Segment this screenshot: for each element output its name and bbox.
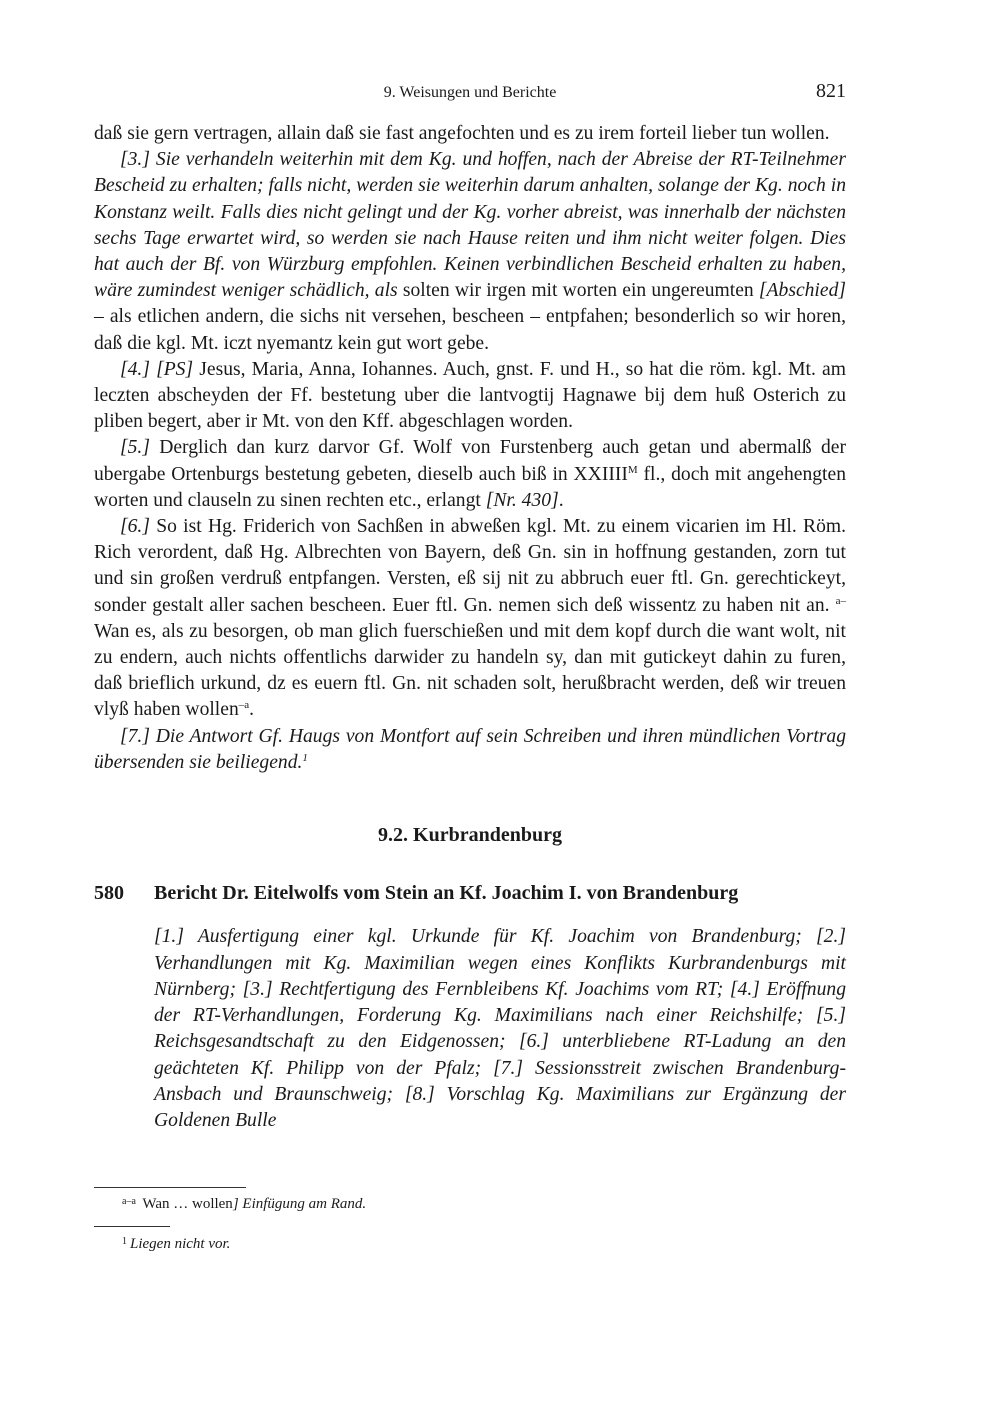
- paragraph-continuation: daß sie gern vertragen, allain daß sie fast angefochten und es zu irem forteil lieber tun wollen.: [94, 123, 830, 144]
- regest-text: [3.] Sie verhandeln weiterhin mit dem Kg. und hoffen, nach der Abreise der RT-Teilnehmer Bescheid zu erhalten; falls nicht, werden sie weiterhin darum anhalten, solange der Kg. noch in Konstanz weilt. Falls dies nicht gelingt und der Kg. vorher abreist, was innerhalb der nächsten sechs Tage erwartet wird, so werden sie nach Hause reiten und ihm nicht weiter folgen. Dies hat auch der Bf. von Würzburg empfohlen. Keinen verbindlichen Bescheid erhalten zu haben, wäre zumindest weniger schädlich, als: [94, 149, 846, 302]
- footnote-mark-open: a–: [835, 594, 846, 607]
- paragraph-5: [94, 435, 846, 514]
- footnote-note: ] Einfügung am Rand.: [232, 1196, 367, 1212]
- footnote-ref-number: 1: [302, 751, 308, 764]
- quote-text: Derglich dan kurz darvor Gf. Wolf von Furstenberg auch getan und abermalß der ubergabe Ortenburgs bestetung gebeten, dieselb auch biß in XXIIII: [94, 437, 846, 485]
- footnote-mark: 1: [122, 1236, 127, 1247]
- footnote-mark: a–a: [122, 1196, 136, 1207]
- page-number: 821: [816, 80, 846, 102]
- footnote-lemma: Wan … wollen: [138, 1196, 233, 1212]
- main-text: [94, 121, 846, 1134]
- document-regest: [1.] Ausfertigung einer kgl. Urkunde für Kf. Joachim von Brandenburg; [2.] Verhandlungen mit Kg. Maximilian wegen eines Konflikts Kurbrandenburgs mit Nürnberg; [3.] Rechtfertigung des Fernbleibens Kf. Joachims vom RT; [4.] Eröffnung der RT-Verhandlungen, Forderung Kg. Maximilians nach einer Reichshilfe; [5.] Reichsgesandtschaft zu den Eidgenossen; [6.] unterbliebene RT-Ladung an den geächteten Kf. Philipp von der Pfalz; [7.] Sessionsstreit zwischen Brandenburg-Ansbach und Braunschweig; [8.] Vorschlag Kg. Maximilians zur Ergänzung der Goldenen Bulle: [154, 926, 846, 1131]
- paragraph-label: [5.]: [120, 437, 150, 459]
- quote-text: Wan es, als zu besorgen, ob man glich fuerschießen und mit dem kopf durch die want wolt, nit zu endern, auch nichts offentlichs darwider zu handeln sy, dan mit gutickeyt dahin zu furen, daß brieflich urkund, dz es euern ftl. Gn. nit schaden solt, herußbracht werden, deß wir treuen vlyß haben wollen: [94, 620, 846, 721]
- document-number: 580: [94, 882, 124, 905]
- quote-text: – als etlichen andern, die sichs nit versehen, bescheen – entpfahen; besonderlich so wir horen, daß die kgl. Mt. iczt nyemantz kein gut wort gebe.: [94, 306, 846, 354]
- cross-reference: [Nr. 430]: [485, 489, 559, 511]
- footnote-divider: [94, 1187, 246, 1188]
- quote-text: Jesus, Maria, Anna, Iohannes. Auch, gnst. F. und H., so hat die röm. kgl. Mt. am leczten abscheyden der Ff. bestetung uber die lantvogtij Hagnawe bij dem huß Osterich zu pliben begert, aber ir Mt. von den Kff. abgeschlagen worden.: [94, 358, 846, 433]
- paragraph-label: [6.]: [120, 516, 150, 538]
- document-title: Bericht Dr. Eitelwolfs vom Stein an Kf. Joachim I. von Brandenburg: [154, 882, 739, 905]
- footnote-a: [122, 1192, 366, 1214]
- quote-text: So ist Hg. Friderich von Sachßen in abweßen kgl. Mt. zu einem vicarien im Hl. Röm. Rich verordent, daß Hg. Albrechten von Bayern, deß Gn. sin in hoffnung gestanden, zorn tut und sin großen verdruß entpfangen. Versten, eß sij nit zu abbruch euer ftl. Gn. gerechtickeyt, sonder gestalt aller sachen bescheen. Euer ftl. Gn. nemen sich deß wissentz zu haben nit an.: [94, 516, 846, 616]
- quote-text: fl., doch mit angehengten worten und clauseln zu sinen rechten etc., erlangt: [94, 463, 846, 511]
- running-title: 9. Weisungen und Berichte: [383, 84, 557, 101]
- footnote-mark-close: –a: [238, 699, 250, 712]
- regest-text: [7.] Die Antwort Gf. Haugs von Montfort auf sein Schreiben und ihren mündlichen Vortrag übersenden sie beiliegend.: [94, 725, 846, 773]
- paragraph-label: [4.] [PS]: [120, 358, 194, 380]
- paragraph-6: [94, 514, 846, 724]
- punctuation: .: [249, 699, 255, 721]
- paragraph-4: [94, 357, 846, 436]
- document-heading: [94, 880, 846, 906]
- quote-text: solten wir irgen mit worten ein ungereumten: [397, 280, 759, 302]
- punctuation: .: [558, 489, 564, 511]
- page-header: [94, 80, 846, 108]
- paragraph-7: [94, 724, 846, 776]
- editorial-insert: [Abschied]: [758, 280, 846, 302]
- footnote-ref: [302, 752, 308, 764]
- footnote-note: Liegen nicht vor.: [130, 1236, 231, 1252]
- footnote-divider: [94, 1226, 170, 1227]
- section-title: 9.2. Kurbrandenburg: [378, 824, 562, 847]
- footnote-1: [122, 1232, 230, 1254]
- superscript: M: [627, 463, 638, 476]
- paragraph-3: [94, 147, 846, 357]
